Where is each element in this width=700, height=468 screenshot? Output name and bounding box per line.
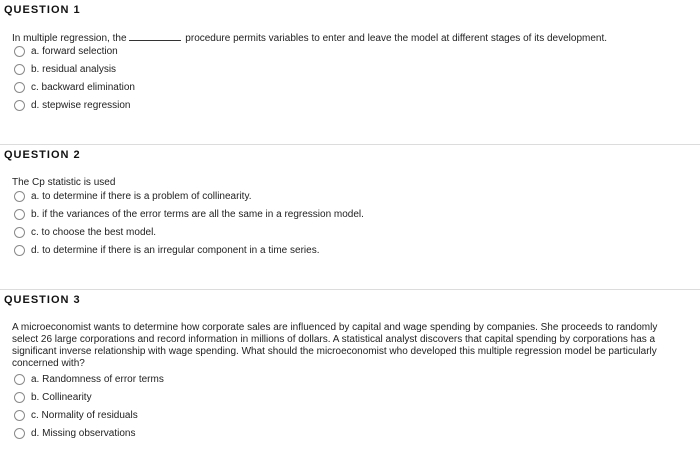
- question-3-header: [0, 289, 700, 311]
- question-3-option-d[interactable]: [14, 426, 136, 440]
- radio-button[interactable]: [14, 82, 25, 93]
- radio-button[interactable]: [14, 374, 25, 385]
- radio-button[interactable]: [14, 209, 25, 220]
- radio-button[interactable]: [14, 392, 25, 403]
- radio-button[interactable]: [14, 191, 25, 202]
- question-3-option-a[interactable]: [14, 372, 164, 386]
- option-label: a. forward selection: [31, 45, 118, 57]
- question-1-option-d[interactable]: [14, 98, 131, 112]
- question-3-option-c[interactable]: [14, 408, 138, 422]
- question-3-text: A microeconomist wants to determine how corporate sales are influenced by capital and wage spending by companies. She proceeds to randomly select 26 large corporations and record information in millions of dollars. A statistical analyst discovers that capital spending by corporations has a significant inverse relationship with wage spending. What should the microeconomist who developed this multiple regression model be particularly concerned with?: [12, 322, 658, 369]
- question-1-blank: [129, 32, 181, 41]
- option-label: d. Missing observations: [31, 427, 136, 439]
- question-1-option-b[interactable]: [14, 62, 116, 76]
- option-label: c. backward elimination: [31, 81, 135, 93]
- question-3-option-b[interactable]: [14, 390, 92, 404]
- option-label: c. Normality of residuals: [31, 409, 138, 421]
- option-label: b. Collinearity: [31, 391, 92, 403]
- question-1-title: QUESTION 1: [4, 4, 81, 16]
- option-label: b. if the variances of the error terms are all the same in a regression model.: [31, 208, 364, 220]
- question-1-option-a[interactable]: [14, 44, 118, 58]
- option-label: a. Randomness of error terms: [31, 373, 164, 385]
- question-2-option-d[interactable]: [14, 243, 319, 257]
- radio-button[interactable]: [14, 64, 25, 75]
- radio-button[interactable]: [14, 428, 25, 439]
- question-2-option-c[interactable]: [14, 225, 156, 239]
- question-1-header: [0, 0, 700, 22]
- option-label: d. to determine if there is an irregular component in a time series.: [31, 244, 320, 256]
- question-3-title: QUESTION 3: [4, 294, 81, 306]
- radio-button[interactable]: [14, 227, 25, 238]
- question-2-title: QUESTION 2: [4, 149, 81, 161]
- option-label: d. stepwise regression: [31, 99, 131, 111]
- question-2-option-b[interactable]: [14, 207, 364, 221]
- radio-button[interactable]: [14, 245, 25, 256]
- radio-button[interactable]: [14, 410, 25, 421]
- option-label: b. residual analysis: [31, 63, 117, 75]
- option-label: c. to choose the best model.: [31, 226, 157, 238]
- radio-button[interactable]: [14, 100, 25, 111]
- question-1-option-c[interactable]: [14, 80, 135, 94]
- option-label: a. to determine if there is a problem of collinearity.: [31, 190, 252, 202]
- question-1-text-before: In multiple regression, the: [12, 33, 127, 44]
- question-1-text-after: procedure permits variables to enter and leave the model at different stages of its development.: [185, 33, 608, 44]
- question-2-text: The Cp statistic is used: [12, 177, 116, 188]
- question-2-option-a[interactable]: [14, 189, 251, 203]
- question-2-header: [0, 144, 700, 166]
- radio-button[interactable]: [14, 46, 25, 57]
